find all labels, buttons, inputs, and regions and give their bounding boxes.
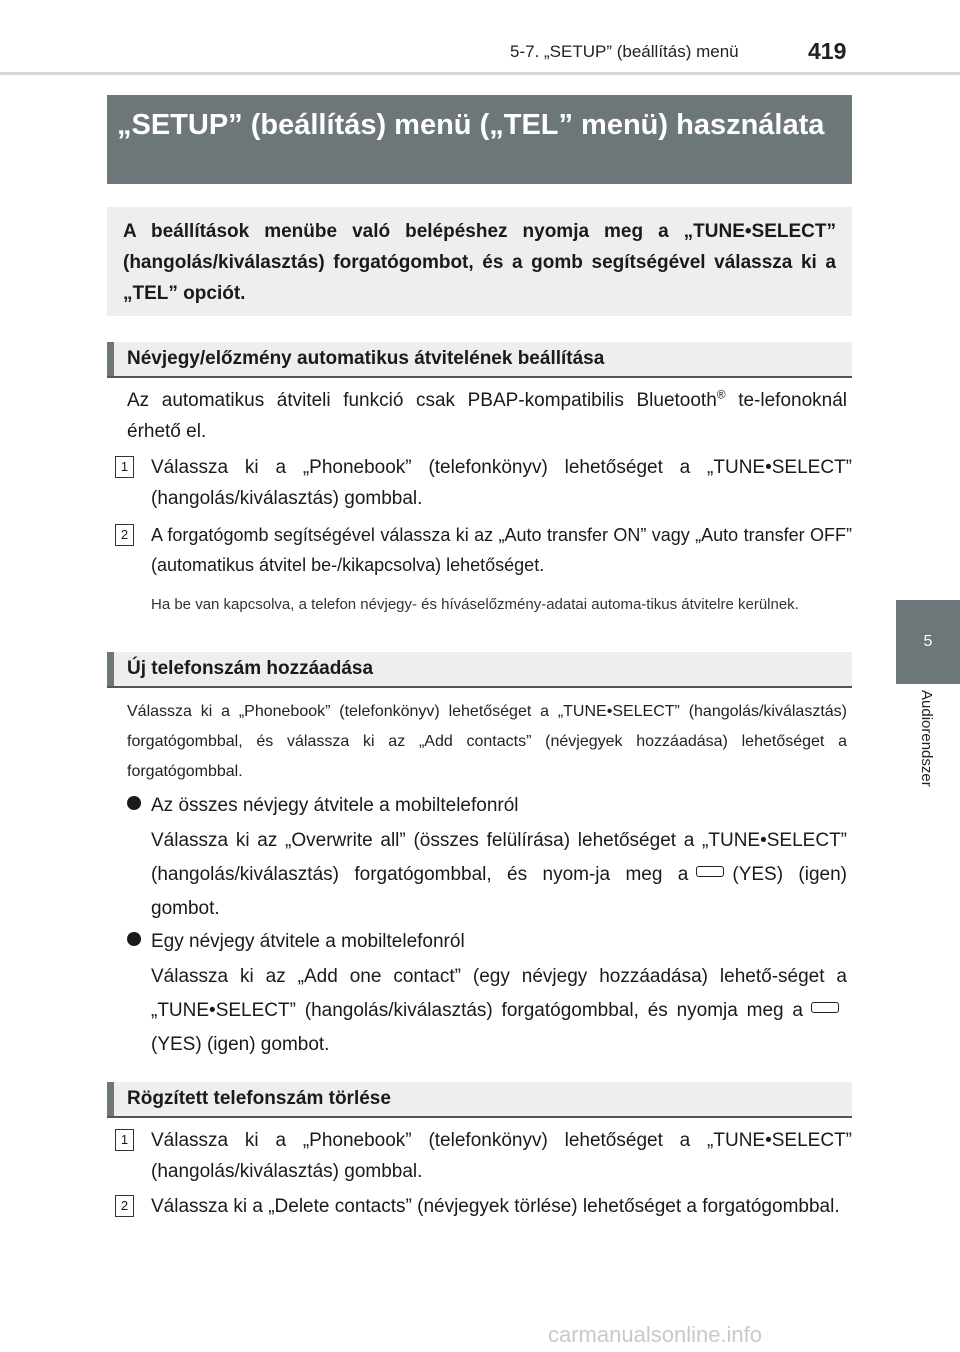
step-item: [115, 1191, 852, 1222]
step-text: Válassza ki a „Delete contacts” (névjegyek törlése) lehetőséget a forgatógombbal.: [151, 1196, 840, 1217]
registered-mark: ®: [716, 387, 726, 402]
intro-text: A beállítások menübe való belépéshez nyomja meg a „TUNE•SELECT” (hangolás/kiválasztás) forgatógombot, és a gomb segítségével válassza ki a „TEL” opciót.: [123, 221, 836, 304]
step-number-badge: 1: [115, 456, 134, 478]
section-heading-add-number: [107, 652, 852, 688]
step-text: Válassza ki a „Phonebook” (telefonkönyv) lehetőséget a „TUNE•SELECT” (hangolás/kiválasztás) gombbal.: [151, 1130, 852, 1182]
watermark: carmanualsonline.info: [548, 1322, 763, 1347]
intro-box: [107, 207, 852, 316]
bullet-dot-icon: [127, 932, 141, 946]
page-number: 419: [808, 38, 847, 64]
bullet-title: Az összes névjegy átvitele a mobiltelefonról: [151, 795, 519, 816]
bullet-body: Válassza ki az „Add one contact” (egy névjegy hozzáadása) lehető-séget a „TUNE•SELECT” (hangolás/kiválasztás) forgatógombbal, és nyomja meg a(YES) (igen) gombot.: [151, 966, 847, 1055]
step-item: [115, 1125, 852, 1187]
section1-paragraph: Az automatikus átviteli funkció csak PBAP-kompatibilis Bluetooth® te-lefonoknál érhető el.: [127, 387, 847, 442]
section-heading-text: Új telefonszám hozzáadása: [127, 658, 374, 679]
step-text: A forgatógomb segítségével válassza ki az „Auto transfer ON” vagy „Auto transfer OFF” (automatikus átvitel be-/kikapcsolva) lehetőséget.: [151, 525, 852, 575]
page-title: „SETUP” (beállítás) menü („TEL” menü) használata: [117, 109, 825, 141]
bullet-body: Válassza ki az „Overwrite all” (összes felülírása) lehetőséget a „TUNE•SELECT” (hangolás/kiválasztás) forgatógombbal, és nyom-ja meg a (YES) (igen) gombot.: [151, 830, 848, 919]
chapter-number: 5: [923, 633, 933, 650]
step-number-badge: 2: [115, 524, 134, 546]
step-item: [115, 452, 852, 514]
section-heading-text: Névjegy/előzmény automatikus átvitelének beállítása: [127, 348, 605, 369]
step-number-badge: 2: [115, 1195, 134, 1217]
step-item: [115, 520, 852, 580]
section-heading-auto-transfer: [107, 342, 852, 378]
section-heading-text: Rögzített telefonszám törlése: [127, 1088, 391, 1109]
bullet-item: [127, 926, 847, 957]
chapter-tab: [896, 600, 960, 684]
bullet-dot-icon: [127, 796, 141, 810]
section-heading-delete-number: [107, 1082, 852, 1118]
button-symbol-icon: [811, 1002, 839, 1013]
bullet-title: Egy névjegy átvitele a mobiltelefonról: [151, 931, 465, 952]
step-number-badge: 1: [115, 1129, 134, 1151]
button-symbol-icon: [696, 866, 724, 877]
section1-note: Ha be van kapcsolva, a telefon névjegy- és híváselőzmény-adatai automa-tikus átvitelre kerülnek.: [151, 596, 799, 613]
chapter-title: Audiorendszer: [918, 690, 935, 787]
header-divider: [0, 72, 960, 75]
section2-paragraph: Válassza ki a „Phonebook” (telefonkönyv) lehetőséget a „TUNE•SELECT” (hangolás/kiválasztás) forgatógombbal, és válassza ki az „Add contacts” (névjegyek hozzáadása) lehetőséget a forgatógombbal.: [127, 703, 847, 780]
running-header-section: 5-7. „SETUP” (beállítás) menü: [510, 42, 739, 61]
chapter-title-vertical: [918, 690, 955, 830]
step-text: Válassza ki a „Phonebook” (telefonkönyv) lehetőséget a „TUNE•SELECT” (hangolás/kiválasztás) gombbal.: [151, 457, 852, 509]
bullet-item: [127, 790, 847, 821]
page-title-box: [107, 95, 852, 184]
